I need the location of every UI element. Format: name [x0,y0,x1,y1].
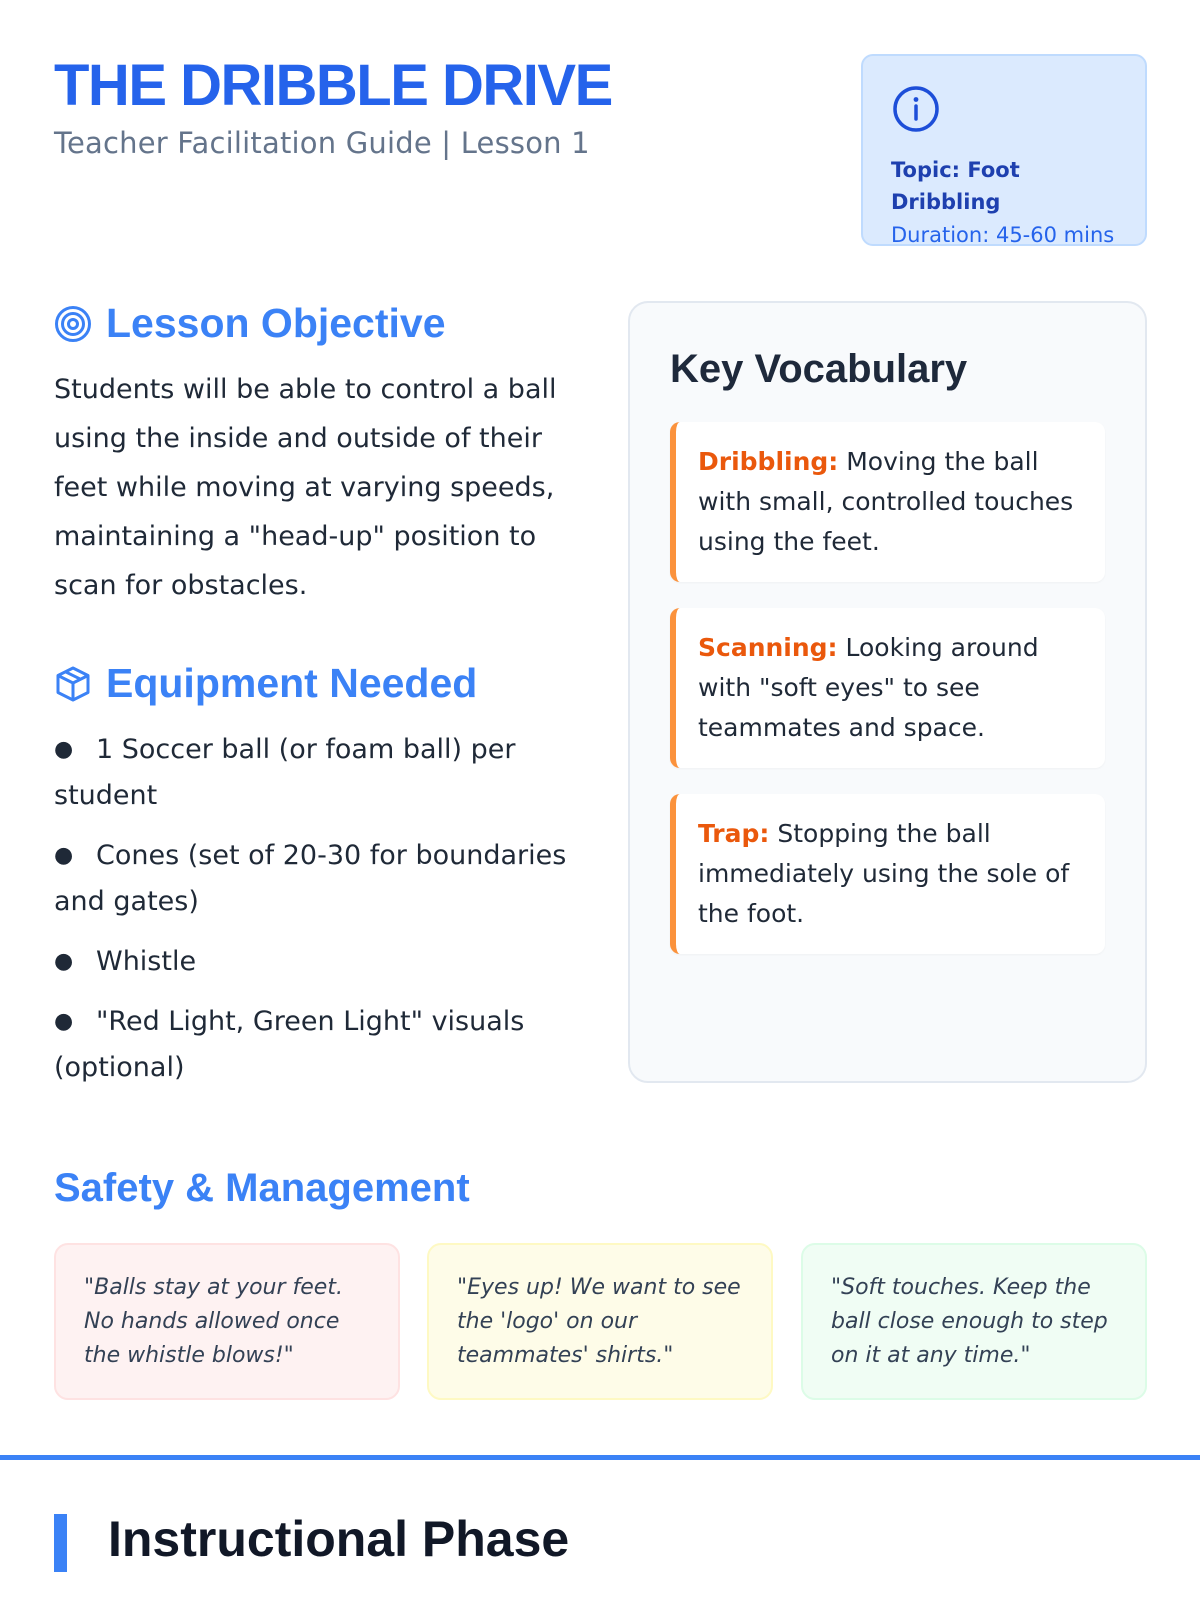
list-item [54,833,574,925]
vocabulary-definition: Stopping the ball immediately using the sole of the foot. [698,819,1070,928]
bullet-icon: ● [54,1009,74,1034]
list-item [54,939,574,985]
vocabulary-term: Scanning: [698,633,838,662]
vocabulary-title: Key Vocabulary [670,347,968,391]
bullet-icon: ● [54,737,74,762]
target-icon [54,305,92,343]
vocabulary-item [670,608,1105,768]
list-item [54,999,574,1091]
bullet-icon: ● [54,949,74,974]
list-item [54,727,574,819]
phase-title: Instructional Phase [108,1511,570,1567]
document-title: THE DRIBBLE DRIVE [54,53,612,118]
bullet-icon: ● [54,843,74,868]
equipment-item: Cones (set of 20-30 for boundaries and gates) [54,840,567,917]
lesson-info-box [861,54,1147,246]
document-subtitle: Teacher Facilitation Guide | Lesson 1 [54,126,590,160]
equipment-item: "Red Light, Green Light" visuals (optional) [54,1006,525,1083]
lesson-duration: Duration: 45-60 mins [891,223,1115,247]
vocabulary-term: Trap: [698,819,770,848]
equipment-item: 1 Soccer ball (or foam ball) per student [54,734,516,811]
objective-text: Students will be able to control a ball using the inside and outside of their feet while moving at varying speeds, maintaining a "head-up" position to scan for obstacles. [54,374,557,601]
equipment-item: Whistle [96,946,197,977]
objective-heading [54,300,574,347]
safety-title: Safety & Management [54,1166,470,1210]
equipment-list [54,727,574,1091]
vocabulary-term: Dribbling: [698,447,839,476]
equipment-title: Equipment Needed [106,660,478,706]
safety-card-hands: "Balls stay at your feet. No hands allowed once the whistle blows!" [54,1243,400,1400]
document-header [54,54,694,160]
vocabulary-item [670,422,1105,582]
safety-card-eyes: "Eyes up! We want to see the 'logo' on our teammates' shirts." [427,1243,773,1400]
safety-card-touches: "Soft touches. Keep the ball close enough to step on it at any time." [801,1243,1147,1400]
vocabulary-item [670,794,1105,954]
vocabulary-definition: Moving the ball with small, controlled touches using the feet. [698,447,1074,556]
info-icon [891,84,941,134]
equipment-heading [54,660,574,707]
phase-accent-bar [54,1514,67,1572]
vocabulary-definition: Looking around with "soft eyes" to see teammates and space. [698,633,1039,742]
box-icon [54,665,92,703]
lesson-topic: Topic: Foot Dribbling [891,158,1020,214]
objective-title: Lesson Objective [106,300,446,346]
left-column [54,300,574,1105]
vocabulary-card [628,301,1147,1083]
section-divider [0,1455,1200,1460]
